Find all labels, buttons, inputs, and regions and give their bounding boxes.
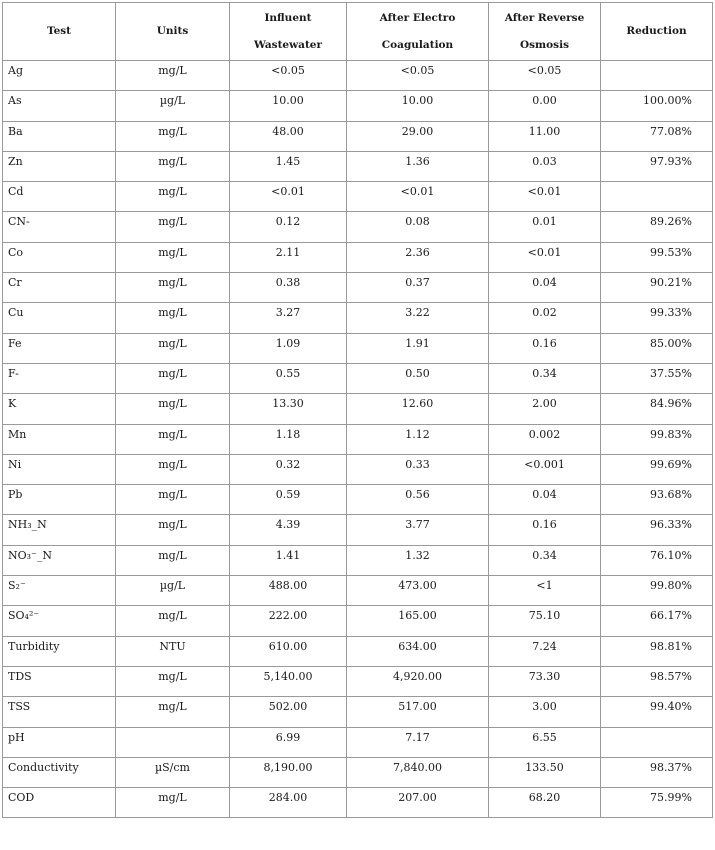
cell-after-reverse-osmosis: 0.34 xyxy=(489,545,601,575)
cell-reduction: 66.17% xyxy=(601,606,713,636)
cell-after-electro-coagulation: 165.00 xyxy=(347,606,489,636)
cell-after-electro-coagulation: 1.32 xyxy=(347,545,489,575)
cell-influent: 502.00 xyxy=(230,697,347,727)
cell-after-electro-coagulation: 12.60 xyxy=(347,394,489,424)
cell-reduction: 99.53% xyxy=(601,242,713,272)
cell-after-electro-coagulation: 1.12 xyxy=(347,424,489,454)
cell-after-electro-coagulation: 7.17 xyxy=(347,727,489,757)
cell-reduction: 85.00% xyxy=(601,333,713,363)
cell-after-reverse-osmosis: <0.01 xyxy=(489,242,601,272)
header-after-reverse-osmosis: After Reverse Osmosis xyxy=(489,3,601,61)
cell-influent: 0.12 xyxy=(230,212,347,242)
cell-units: mg/L xyxy=(116,697,230,727)
cell-units xyxy=(116,727,230,757)
cell-influent: 2.11 xyxy=(230,242,347,272)
cell-test: Cr xyxy=(3,273,116,303)
cell-influent: 1.18 xyxy=(230,424,347,454)
cell-test: Cu xyxy=(3,303,116,333)
cell-after-electro-coagulation: <0.01 xyxy=(347,182,489,212)
table-row xyxy=(3,151,713,181)
cell-after-reverse-osmosis: 0.04 xyxy=(489,485,601,515)
cell-after-reverse-osmosis: 0.16 xyxy=(489,515,601,545)
cell-units: mg/L xyxy=(116,212,230,242)
cell-after-electro-coagulation: <0.05 xyxy=(347,61,489,91)
table-row xyxy=(3,606,713,636)
cell-reduction: 99.40% xyxy=(601,697,713,727)
cell-units: mg/L xyxy=(116,273,230,303)
cell-influent: 8,190.00 xyxy=(230,757,347,787)
cell-reduction xyxy=(601,182,713,212)
cell-after-electro-coagulation: 0.50 xyxy=(347,363,489,393)
cell-units: mg/L xyxy=(116,424,230,454)
cell-reduction: 76.10% xyxy=(601,545,713,575)
cell-units: mg/L xyxy=(116,606,230,636)
cell-influent: <0.01 xyxy=(230,182,347,212)
cell-after-reverse-osmosis: 0.04 xyxy=(489,273,601,303)
table-row xyxy=(3,182,713,212)
cell-after-reverse-osmosis: 11.00 xyxy=(489,121,601,151)
header-after-electro-coagulation: After Electro Coagulation xyxy=(347,3,489,61)
table-row xyxy=(3,515,713,545)
cell-test: SO₄²⁻ xyxy=(3,606,116,636)
cell-after-electro-coagulation: 0.37 xyxy=(347,273,489,303)
cell-influent: 488.00 xyxy=(230,576,347,606)
cell-influent: 4.39 xyxy=(230,515,347,545)
cell-units: mg/L xyxy=(116,242,230,272)
cell-reduction xyxy=(601,727,713,757)
cell-after-electro-coagulation: 2.36 xyxy=(347,242,489,272)
cell-after-electro-coagulation: 10.00 xyxy=(347,91,489,121)
cell-influent: 1.09 xyxy=(230,333,347,363)
table-header-row xyxy=(3,3,713,61)
cell-test: S₂⁻ xyxy=(3,576,116,606)
cell-after-electro-coagulation: 634.00 xyxy=(347,636,489,666)
header-units: Units xyxy=(116,3,230,61)
cell-reduction: 93.68% xyxy=(601,485,713,515)
cell-units: mg/L xyxy=(116,454,230,484)
cell-after-reverse-osmosis: 0.02 xyxy=(489,303,601,333)
cell-after-electro-coagulation: 0.33 xyxy=(347,454,489,484)
cell-after-electro-coagulation: 1.91 xyxy=(347,333,489,363)
table-row xyxy=(3,545,713,575)
cell-after-electro-coagulation: 473.00 xyxy=(347,576,489,606)
cell-reduction: 98.57% xyxy=(601,666,713,696)
cell-units: µg/L xyxy=(116,576,230,606)
cell-reduction: 37.55% xyxy=(601,363,713,393)
table-row xyxy=(3,757,713,787)
table-row xyxy=(3,576,713,606)
cell-units: mg/L xyxy=(116,363,230,393)
cell-influent: 0.59 xyxy=(230,485,347,515)
cell-units: NTU xyxy=(116,636,230,666)
cell-influent: 48.00 xyxy=(230,121,347,151)
cell-test: pH xyxy=(3,727,116,757)
cell-influent: 610.00 xyxy=(230,636,347,666)
table-row xyxy=(3,363,713,393)
cell-after-electro-coagulation: 7,840.00 xyxy=(347,757,489,787)
cell-after-reverse-osmosis: 75.10 xyxy=(489,606,601,636)
cell-test: NO₃⁻_N xyxy=(3,545,116,575)
cell-after-reverse-osmosis: <0.001 xyxy=(489,454,601,484)
cell-reduction: 96.33% xyxy=(601,515,713,545)
cell-units: mg/L xyxy=(116,788,230,818)
cell-after-electro-coagulation: 3.77 xyxy=(347,515,489,545)
table-row xyxy=(3,273,713,303)
cell-test: Turbidity xyxy=(3,636,116,666)
cell-test: Mn xyxy=(3,424,116,454)
cell-after-electro-coagulation: 29.00 xyxy=(347,121,489,151)
cell-test: As xyxy=(3,91,116,121)
table-row xyxy=(3,697,713,727)
cell-test: CN- xyxy=(3,212,116,242)
cell-after-reverse-osmosis: <1 xyxy=(489,576,601,606)
cell-after-reverse-osmosis: 0.34 xyxy=(489,363,601,393)
cell-test: F- xyxy=(3,363,116,393)
cell-after-reverse-osmosis: 2.00 xyxy=(489,394,601,424)
cell-reduction: 100.00% xyxy=(601,91,713,121)
cell-influent: 0.38 xyxy=(230,273,347,303)
cell-influent: 222.00 xyxy=(230,606,347,636)
table-row xyxy=(3,454,713,484)
cell-after-reverse-osmosis: 6.55 xyxy=(489,727,601,757)
cell-reduction: 90.21% xyxy=(601,273,713,303)
cell-after-reverse-osmosis: 68.20 xyxy=(489,788,601,818)
cell-influent: 284.00 xyxy=(230,788,347,818)
cell-units: mg/L xyxy=(116,515,230,545)
cell-reduction: 77.08% xyxy=(601,121,713,151)
cell-reduction: 99.83% xyxy=(601,424,713,454)
cell-influent: 1.41 xyxy=(230,545,347,575)
table-row xyxy=(3,727,713,757)
cell-test: Fe xyxy=(3,333,116,363)
cell-test: TDS xyxy=(3,666,116,696)
cell-test: COD xyxy=(3,788,116,818)
cell-units: mg/L xyxy=(116,303,230,333)
cell-after-reverse-osmosis: 0.01 xyxy=(489,212,601,242)
cell-test: Zn xyxy=(3,151,116,181)
table-row xyxy=(3,485,713,515)
cell-units: mg/L xyxy=(116,545,230,575)
cell-units: µg/L xyxy=(116,91,230,121)
cell-units: mg/L xyxy=(116,61,230,91)
header-test: Test xyxy=(3,3,116,61)
table-row xyxy=(3,666,713,696)
table-body xyxy=(3,61,713,818)
cell-reduction: 99.80% xyxy=(601,576,713,606)
cell-units: mg/L xyxy=(116,485,230,515)
cell-reduction xyxy=(601,61,713,91)
cell-influent: 5,140.00 xyxy=(230,666,347,696)
table-row xyxy=(3,394,713,424)
cell-reduction: 98.37% xyxy=(601,757,713,787)
water-quality-table xyxy=(2,2,713,818)
cell-influent: 1.45 xyxy=(230,151,347,181)
cell-reduction: 89.26% xyxy=(601,212,713,242)
cell-test: NH₃_N xyxy=(3,515,116,545)
cell-after-electro-coagulation: 517.00 xyxy=(347,697,489,727)
cell-reduction: 84.96% xyxy=(601,394,713,424)
cell-test: Cd xyxy=(3,182,116,212)
table-row xyxy=(3,242,713,272)
cell-after-reverse-osmosis: <0.01 xyxy=(489,182,601,212)
cell-reduction: 97.93% xyxy=(601,151,713,181)
cell-reduction: 75.99% xyxy=(601,788,713,818)
cell-after-electro-coagulation: 0.08 xyxy=(347,212,489,242)
table-row xyxy=(3,212,713,242)
cell-test: Ni xyxy=(3,454,116,484)
cell-influent: 3.27 xyxy=(230,303,347,333)
header-influent: Influent Wastewater xyxy=(230,3,347,61)
cell-after-reverse-osmosis: 3.00 xyxy=(489,697,601,727)
cell-reduction: 98.81% xyxy=(601,636,713,666)
cell-units: mg/L xyxy=(116,333,230,363)
cell-after-reverse-osmosis: 0.002 xyxy=(489,424,601,454)
cell-units: mg/L xyxy=(116,394,230,424)
cell-units: mg/L xyxy=(116,151,230,181)
cell-after-reverse-osmosis: 73.30 xyxy=(489,666,601,696)
cell-after-electro-coagulation: 4,920.00 xyxy=(347,666,489,696)
cell-influent: 0.32 xyxy=(230,454,347,484)
table-row xyxy=(3,91,713,121)
cell-test: Ag xyxy=(3,61,116,91)
cell-units: mg/L xyxy=(116,666,230,696)
cell-after-electro-coagulation: 207.00 xyxy=(347,788,489,818)
table-row xyxy=(3,61,713,91)
cell-influent: 0.55 xyxy=(230,363,347,393)
cell-reduction: 99.33% xyxy=(601,303,713,333)
cell-after-reverse-osmosis: 0.16 xyxy=(489,333,601,363)
table-row xyxy=(3,424,713,454)
cell-after-electro-coagulation: 0.56 xyxy=(347,485,489,515)
cell-test: Ba xyxy=(3,121,116,151)
cell-units: mg/L xyxy=(116,121,230,151)
cell-test: K xyxy=(3,394,116,424)
cell-after-reverse-osmosis: 0.00 xyxy=(489,91,601,121)
cell-after-reverse-osmosis: 7.24 xyxy=(489,636,601,666)
cell-after-electro-coagulation: 1.36 xyxy=(347,151,489,181)
cell-units: mg/L xyxy=(116,182,230,212)
cell-after-electro-coagulation: 3.22 xyxy=(347,303,489,333)
table-row xyxy=(3,333,713,363)
cell-after-reverse-osmosis: <0.05 xyxy=(489,61,601,91)
cell-test: Pb xyxy=(3,485,116,515)
cell-influent: <0.05 xyxy=(230,61,347,91)
table-row xyxy=(3,303,713,333)
cell-influent: 13.30 xyxy=(230,394,347,424)
cell-influent: 6.99 xyxy=(230,727,347,757)
table-row xyxy=(3,636,713,666)
cell-after-reverse-osmosis: 133.50 xyxy=(489,757,601,787)
cell-reduction: 99.69% xyxy=(601,454,713,484)
table-row xyxy=(3,121,713,151)
cell-influent: 10.00 xyxy=(230,91,347,121)
cell-test: Conductivity xyxy=(3,757,116,787)
cell-test: Co xyxy=(3,242,116,272)
cell-units: µS/cm xyxy=(116,757,230,787)
table-row xyxy=(3,788,713,818)
header-reduction: Reduction xyxy=(601,3,713,61)
cell-after-reverse-osmosis: 0.03 xyxy=(489,151,601,181)
cell-test: TSS xyxy=(3,697,116,727)
